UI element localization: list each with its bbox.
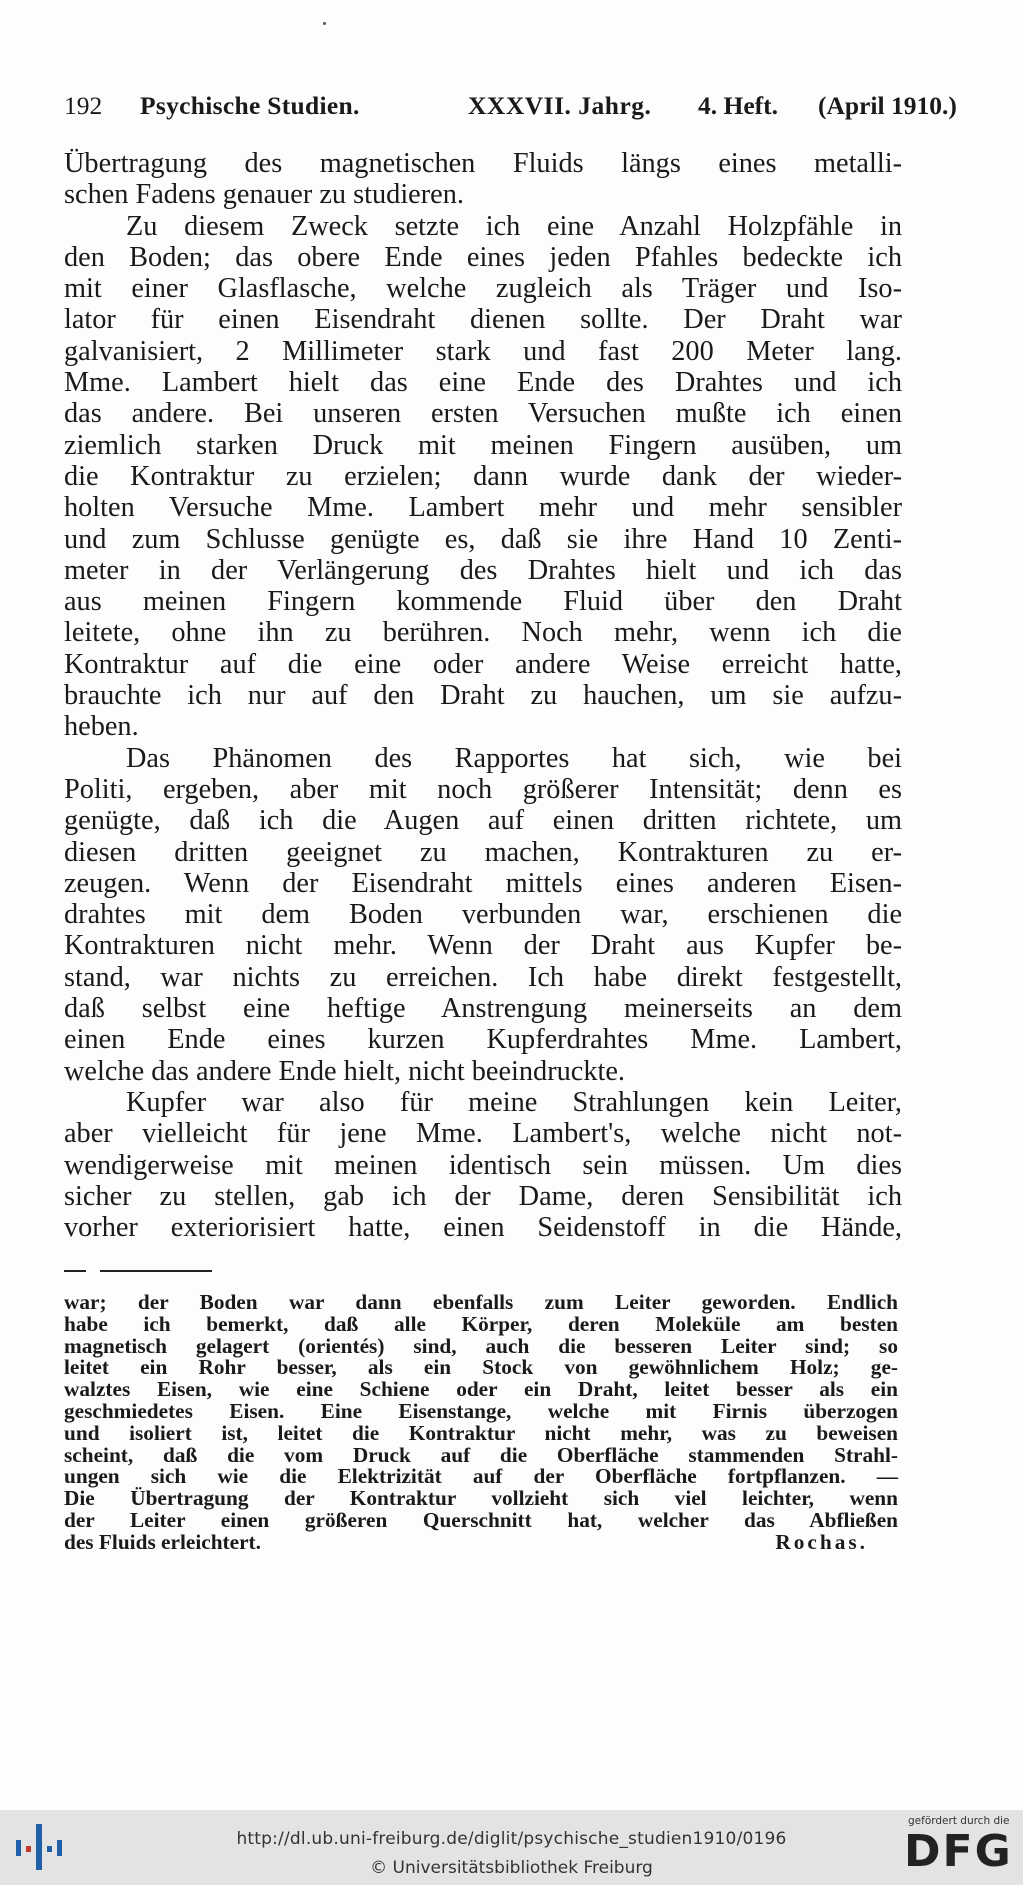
footnote-signature: Rochas. [775,1529,868,1554]
text-line: brauchte ich nur auf den Draht zu hauchen, um sie aufzu- [64,680,902,712]
text-line: galvanisiert, 2 Millimeter stark und fast 200 Meter lang. [64,335,902,367]
text-line: aber vielleicht für jene Mme. Lambert's, welche nicht not- [64,1118,902,1150]
text-line: Übertragung des magnetischen Fluids längs eines metalli- [64,148,902,179]
separator-dash [64,1270,86,1272]
text-line: daß selbst eine heftige Anstrengung meinerseits an dem [64,993,902,1025]
text-line: ziemlich starken Druck mit meinen Fingern ausüben, um [64,429,902,461]
copyright-notice: © Universitätsbibliothek Freiburg [370,1858,653,1878]
text-line: holten Versuche Mme. Lambert mehr und mehr sensibler [64,492,902,524]
permalink-url[interactable]: http://dl.ub.uni-freiburg.de/diglit/psychische_studien1910/0196 [236,1829,787,1849]
footnote-line: ungen sich wie die Elektrizität auf der Oberfläche fortpflanzen. — [64,1464,898,1489]
footnote-line: magnetisch gelagert (orientés) sind, auch die besseren Leiter sind; so [64,1333,898,1358]
footnote-line: der Leiter einen größeren Querschnitt hat, welcher das Abfließen [64,1507,898,1532]
text-line: diesen dritten geeignet zu machen, Kontrakturen zu er- [64,836,902,868]
text-line: die Kontraktur zu erzielen; dann wurde dank der wieder- [64,460,902,492]
page-number: 192 [64,91,103,120]
text-line: sicher zu stellen, gab ich der Dame, deren Sensibilität ich [64,1180,902,1212]
footnote-line: habe ich bemerkt, daß alle Körper, deren Moleküle am besten [64,1311,898,1336]
footnote [64,1292,898,1554]
text-line: welche das andere Ende hielt, nicht beeindruckte. [64,1055,625,1087]
footnote-line: war; der Boden war dann ebenfalls zum Leiter geworden. Endlich [64,1290,898,1314]
text-line: und zum Schlusse genügte es, daß sie ihre Hand 10 Zenti- [64,523,902,555]
issue-date: (April 1910.) [818,91,957,120]
footnote-line: Die Übertragung der Kontraktur vollzieht sich viel leichter, wenn [64,1486,898,1511]
text-line: den Boden; das obere Ende eines jeden Pfahles bedeckte ich [64,241,902,273]
text-line: lator für einen Eisendraht dienen sollte. Der Draht war [64,304,902,336]
footnote-line: und isoliert ist, leitet die Kontraktur nicht mehr, was zu beweisen [64,1420,898,1445]
text-line: meter in der Verlängerung des Drahtes hielt und ich das [64,554,902,586]
dfg-logo-icon[interactable]: DFG [904,1826,1013,1877]
text-line: vorher exteriorisiert hatte, einen Seidenstoff in die Hände, [64,1212,902,1244]
text-line: Kontrakturen nicht mehr. Wenn der Draht aus Kupfer be- [64,930,902,962]
text-line: wendigerweise mit meinen identisch sein müssen. Um dies [64,1149,902,1181]
footnote-last-line [64,1529,898,1554]
text-line: Politi, ergeben, aber mit noch größerer Intensität; denn es [64,773,902,805]
text-line: genügte, daß ich die Augen auf einen dritten richtete, um [64,805,902,837]
main-text [64,148,902,1243]
text-line: stand, war nichts zu erreichen. Ich habe direkt festgestellt, [64,961,902,993]
text-line: leitete, ohne ihn zu berühren. Noch mehr, wenn ich die [64,617,902,649]
text-line: aus meinen Fingern kommende Fluid über den Draht [64,586,902,618]
text-line: Kupfer war also für meine Strahlungen kein Leiter, [126,1086,902,1118]
text-line: das andere. Bei unseren ersten Versuchen mußte ich einen [64,398,902,430]
text-line: heben. [64,711,139,743]
text-line: Zu diesem Zweck setzte ich eine Anzahl Holzpfähle in [126,210,902,242]
footnote-line: leitet ein Rohr besser, als ein Stock von gewöhnlichem Holz; ge- [64,1355,898,1380]
text-line: drahtes mit dem Boden verbunden war, erschienen die [64,899,902,931]
text-line: Das Phänomen des Rapportes hat sich, wie bei [126,742,902,774]
ink-speck [323,22,326,25]
text-line: zeugen. Wenn der Eisendraht mittels eines anderen Eisen- [64,867,902,899]
text-line: Kontraktur auf die eine oder andere Weise erreicht hatte, [64,648,902,680]
footnote-separator [64,1270,212,1273]
footnote-line: geschmiedetes Eisen. Eine Eisenstange, welche mit Firnis überzogen [64,1398,898,1423]
footnote-line: scheint, daß die vom Druck auf die Oberfläche stammenden Strahl- [64,1442,898,1467]
footnote-last-text: des Fluids erleichtert. [64,1529,261,1554]
text-line: einen Ende eines kurzen Kupferdrahtes Mme. Lambert, [64,1024,902,1056]
text-line: schen Fadens genauer zu studieren. [64,179,464,211]
funding-note: gefördert durch die [908,1815,1010,1827]
issue: 4. Heft. [698,91,779,120]
volume: XXXVII. Jahrg. [468,91,652,120]
footnote-line: walztes Eisen, wie eine Schiene oder ein Draht, leitet besser als ein [64,1377,898,1402]
text-line: Mme. Lambert hielt das eine Ende des Drahtes und ich [64,367,902,399]
journal-title: Psychische Studien. [140,91,360,120]
separator-line [100,1270,212,1272]
text-line: mit einer Glasflasche, welche zugleich als Träger und Iso- [64,273,902,305]
running-header [64,86,957,126]
